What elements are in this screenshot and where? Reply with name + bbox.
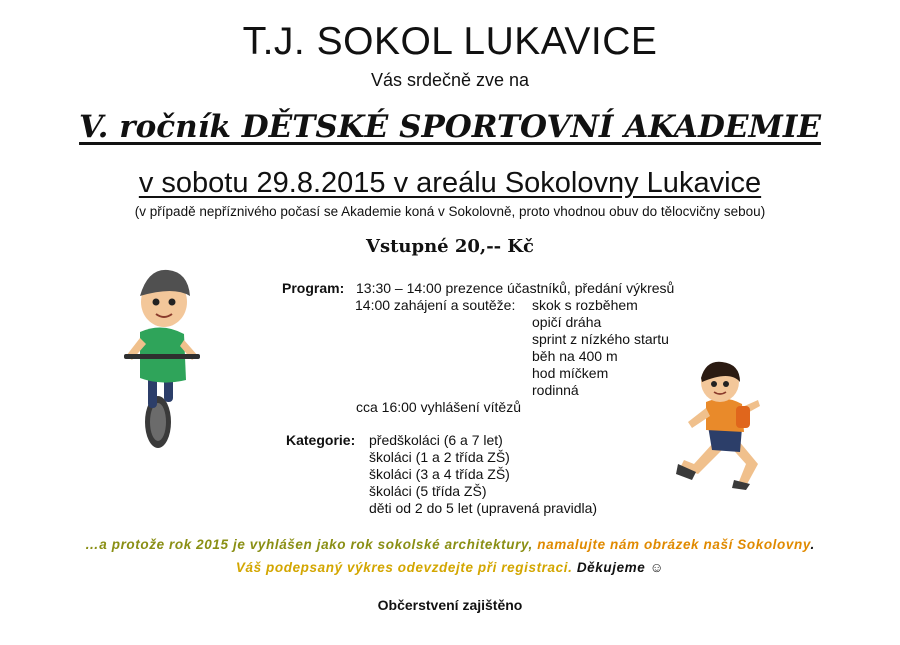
architecture-year-text: …a protože rok 2015 je vyhlášen jako rok sokolské architektury,	[85, 537, 533, 552]
event-date-location: v sobotu 29.8.2015 v areálu Sokolovny Lukavice	[138, 167, 762, 199]
category-item: děti od 2 do 5 let (upravená pravidla)	[369, 500, 598, 516]
program-event-item: běh na 400 m	[532, 348, 618, 364]
program-event-item: sprint z nízkého startu	[532, 331, 669, 347]
program-time-2: 14:00 zahájení a soutěže:	[355, 297, 516, 313]
program-event-item: skok s rozběhem	[532, 297, 638, 313]
bad-weather-note: (v případě nepříznivého počasí se Akademie koná v Sokolovně, proto vhodnou obuv do tělocvičny sebou)	[134, 204, 766, 219]
drawing-request-text: namalujte nám obrázek naší Sokolovny	[537, 537, 811, 552]
category-item: školáci (3 a 4 třída ZŠ)	[369, 466, 510, 482]
event-title: V. ročník DĚTSKÉ SPORTOVNÍ AKADEMIE	[79, 109, 821, 145]
program-closing: cca 16:00 vyhlášení vítězů	[356, 399, 521, 415]
running-girl-illustration	[676, 360, 772, 490]
program-event-item: opičí dráha	[532, 314, 602, 330]
program-time-1: 13:30 – 14:00 prezence účastníků, předání výkresů	[356, 280, 675, 296]
program-event-item: hod míčkem	[532, 365, 609, 381]
organization-title: T.J. SOKOL LUKAVICE	[242, 20, 658, 63]
category-item: předškoláci (6 a 7 let)	[369, 432, 503, 448]
categories-list	[369, 432, 597, 517]
drawing-submission-text: Váš podepsaný výkres odevzdejte při registraci.	[235, 560, 573, 575]
thanks-text: Děkujeme ☺	[576, 560, 665, 575]
program-label: Program:	[282, 280, 345, 296]
entry-fee: Vstupné 20,-- Kč	[365, 236, 535, 257]
category-item: školáci (5 třída ZŠ)	[369, 483, 487, 499]
category-item: školáci (1 a 2 třída ZŠ)	[369, 449, 510, 465]
refreshments-note: Občerstvení zajištěno	[377, 597, 523, 613]
program-events-list	[532, 297, 669, 399]
invitation-line: Vás srdečně zve na	[370, 70, 530, 90]
sentence-end: .	[810, 537, 815, 552]
program-event-item: rodinná	[532, 382, 579, 398]
architecture-year-note	[0, 537, 900, 552]
boy-on-bicycle-illustration	[118, 262, 208, 448]
registration-note	[0, 560, 900, 575]
categories-label: Kategorie:	[286, 432, 356, 448]
